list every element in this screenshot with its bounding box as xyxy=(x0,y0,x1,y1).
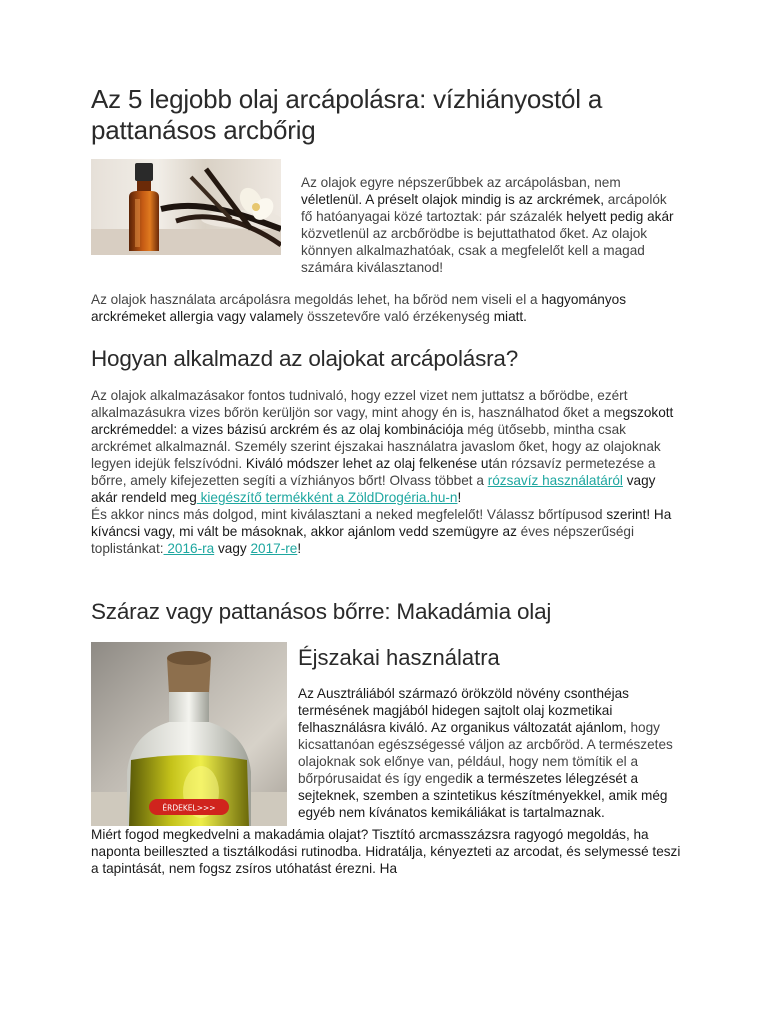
text-span-dark: ! xyxy=(297,541,302,556)
text-span-dark: miatt. xyxy=(493,309,527,324)
text-span-dark: vagy xyxy=(214,541,251,556)
text-span-dark: hagyományos arckrémeket allergia vagy valamel xyxy=(91,292,627,324)
text-span-dark: akár rendeld meg xyxy=(91,490,197,505)
text-span: Az olajok egyre népszerűbbek az arcápolásban, nem xyxy=(301,175,621,190)
text-span-dark: szerint! Ha kíváncsi vagy, mi vált be másoknak, akkor ajánlom vedd szemügyre az xyxy=(91,507,672,539)
text-span: hogy kicsattanóan egészségessé váljon az arcbőröd. A természetes olajoknak sok előnye van, például, hogy nem tömítik el a bőrpórusaidat és így enged xyxy=(298,720,673,786)
text-span-dark: ik a természetes lélegzését a sejteknek, szemben a szintetikus készítményekkel, amik még egyéb nem kívánatos kemikáliákat is tartalmaznak. xyxy=(298,771,668,820)
text-span: án rózsavíz permetezése a bőrre, amely kifejezetten segíti a vízhiányos bőrt! Olvass többet a xyxy=(91,456,656,488)
macadamia-paragraph-2: Miért fogod megkedvelni a makadámia olajat? Tisztító arcmasszázsra ragyogó megoldás, ha naponta beilleszted a tisztálkodási rutinodba. Hidratálja, kényezteti az arcodat, és selymessé teszi a tapintását, nem fogsz zsíros utóhatást érezni. Ha xyxy=(91,827,681,876)
rosewater-link[interactable]: rózsavíz használatáról xyxy=(487,473,623,488)
text-span-dark: Kiváló módszer lehet az olaj felkenése ut xyxy=(245,456,493,471)
oil-bottle-image xyxy=(91,159,281,255)
text-span: közvetlenül az arcbőrödbe is bejuttathatod őket. Az olajok könnyen alkalmazhatóak, csak a megfelelőt kell a magad számára kiválasztanod! xyxy=(301,226,648,275)
text-span-dark: vagy xyxy=(622,473,656,488)
zolddrogeria-link[interactable]: kiegészítő termékként a ZöldDrogéria.hu-n xyxy=(196,490,458,505)
intro-section xyxy=(91,157,681,276)
text-span: még ütősebb, mintha csak arckrémet alkalmaznál. Személy szerint éjszakai használatra javaslom őket, hogy az olajoknak legyen idejük felszívódni. xyxy=(91,422,661,471)
text-span-dark: Az Ausztráliából származó örökzöld növény csonthéjas termésének magjából hidegen sajtolt olaj kozmetikai felhasználásra kiváló. Az organikus változatát ajánlom, xyxy=(298,686,631,735)
section1-paragraph-2 xyxy=(91,506,681,557)
text-span: Az olajok alkalmazásakor fontos tudnivaló, hogy ezzel vizet nem juttatsz a bőrödbe, ezért alkalmazásukra vizes bőrön kerüljön sor vagy, mint ahogy én is, használhatod őket a me xyxy=(91,388,628,420)
erdekel-button-label[interactable]: ÉRDEKEL>>> xyxy=(162,803,216,813)
article xyxy=(91,84,681,877)
intro-paragraph-2 xyxy=(91,291,681,325)
text-span: éves népszerűségi toplistánkat: xyxy=(91,524,635,556)
section-heading-how-to-use: Hogyan alkalmazd az olajokat arcápolásra? xyxy=(91,346,519,371)
oil-jar-illustration xyxy=(91,642,287,826)
subheading-night-use: Éjszakai használatra xyxy=(298,645,500,670)
text-span: És akkor nincs más dolgod, mint kiválasztani a neked megfelelőt! Válassz bőrtípusod xyxy=(91,507,607,522)
text-span: Az olajok használata arcápolásra megoldás lehet, ha bőröd nem viseli el a xyxy=(91,292,542,307)
text-span-dark: ! xyxy=(457,490,462,505)
macadamia-oil-image[interactable] xyxy=(91,642,287,826)
text-span-dark: véletlenül. A préselt olajok mindig is az arckrémek, xyxy=(301,192,604,207)
macadamia-section xyxy=(91,642,681,826)
text-span-dark: helyett pedig akár xyxy=(566,209,674,224)
section-heading-macadamia: Száraz vagy pattanásos bőrre: Makadámia olaj xyxy=(91,599,552,624)
text-span-dark: gszokott arckrémeddel: a vizes bázisú arckrém és az olaj kombinációja xyxy=(91,405,674,437)
page-title: Az 5 legjobb olaj arcápolásra: vízhiányostól a pattanásos arcbőrig xyxy=(91,84,603,145)
text-span: y összetevőre való érzékenység xyxy=(296,309,494,324)
text-span: arcápolók fő hatóanyagai közé tartoztak: pár százalék xyxy=(301,192,667,224)
section1-paragraph-1 xyxy=(91,387,681,506)
toplist-2016-link[interactable]: 2016-ra xyxy=(163,541,215,556)
toplist-2017-link[interactable]: 2017-re xyxy=(250,541,298,556)
oil-bottle-illustration xyxy=(91,159,281,255)
